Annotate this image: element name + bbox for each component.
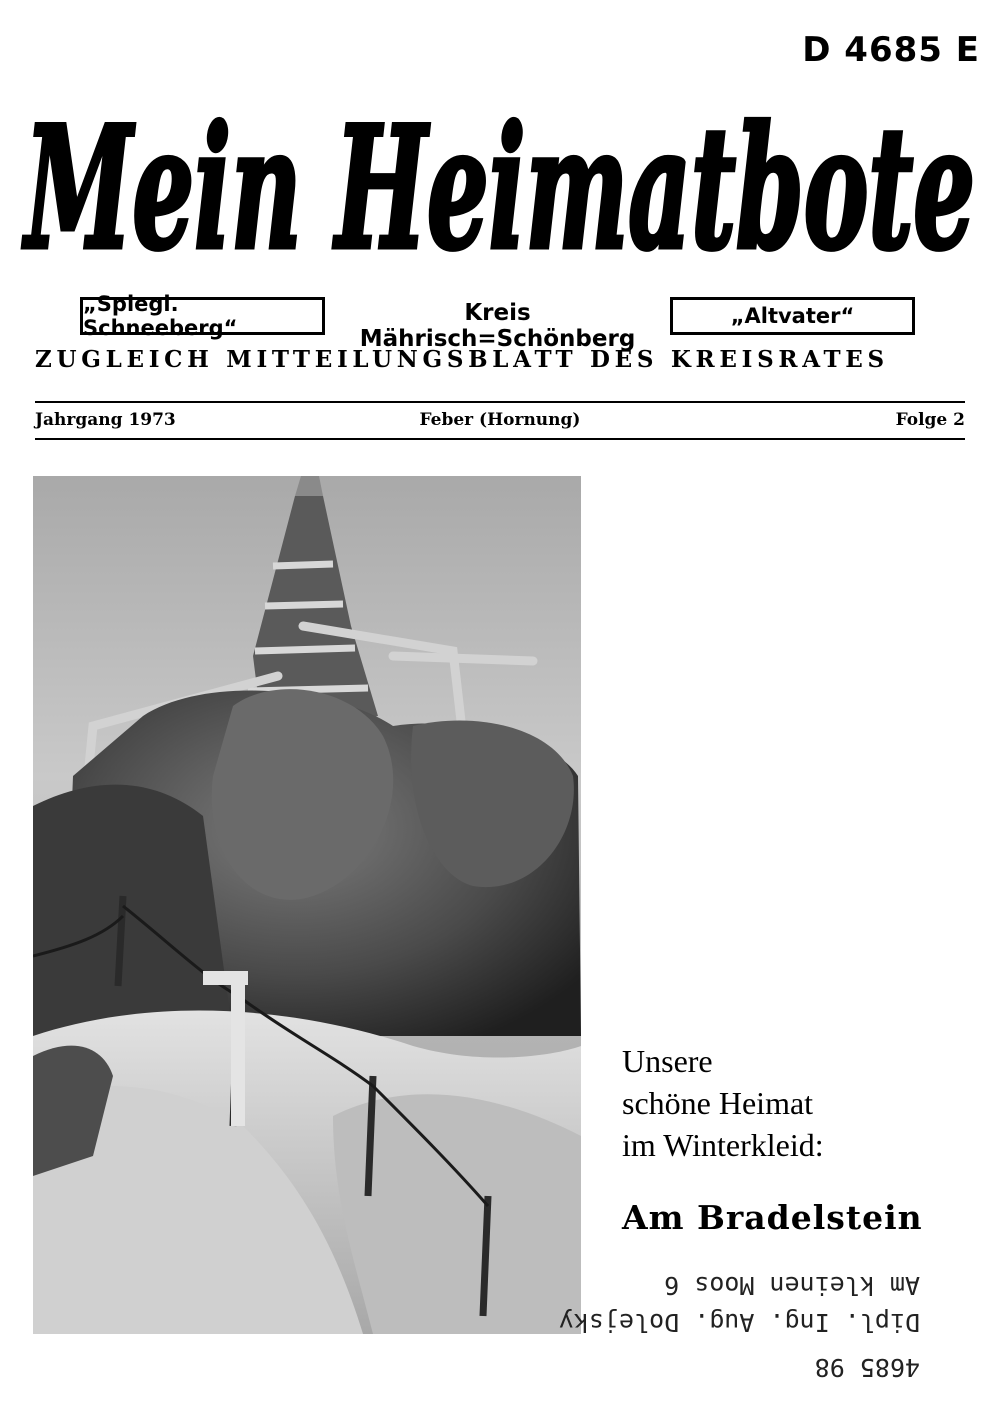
issue-year: Jahrgang 1973: [35, 410, 176, 430]
masthead-title: [20, 62, 980, 292]
region-box-right: „Altvater“: [670, 297, 915, 335]
divider-bottom: [35, 438, 965, 440]
postal-code: D 4685 E: [802, 30, 980, 70]
region-box-left: „Spiegl. Schneeberg“: [80, 297, 325, 335]
stamp-line-3: Am kleinen Moos 6: [664, 1271, 920, 1300]
subtitle: ZUGLEICH MITTEILUNGSBLATT DES KREISRATES: [35, 346, 889, 373]
photo-caption: [622, 1040, 962, 1166]
address-stamp: [470, 1262, 930, 1392]
issue-month: Feber (Hornung): [419, 410, 581, 430]
masthead-title-text: Mein Heimatbote: [22, 89, 976, 287]
issue-number: Folge 2: [895, 410, 965, 430]
stamp-line-1: 4685 98: [814, 1353, 920, 1382]
district-label: Kreis Mährisch=Schönberg: [359, 300, 636, 352]
divider-top: [35, 401, 965, 403]
caption-line-3: im Winterkleid:: [622, 1127, 824, 1163]
stamp-line-2: Dipl. Ing. Aug. Dolejsky: [558, 1308, 920, 1337]
caption-line-1: Unsere: [622, 1043, 713, 1079]
cover-photo: [33, 476, 581, 1334]
caption-line-2: schöne Heimat: [622, 1085, 814, 1121]
feature-title: Am Bradelstein: [622, 1198, 923, 1237]
